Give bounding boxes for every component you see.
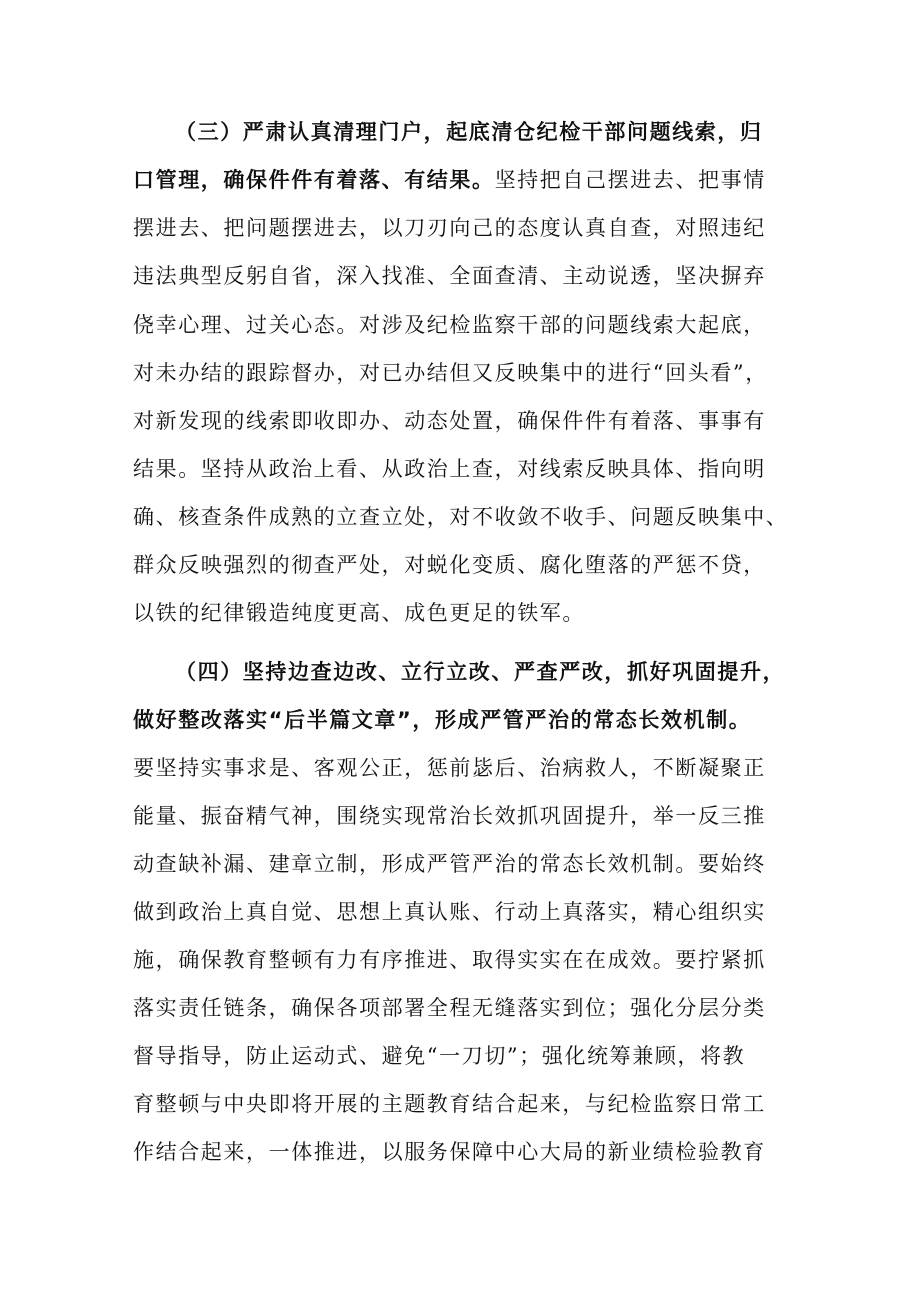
paragraph-line — [133, 1089, 766, 1119]
paragraph-line — [133, 1137, 766, 1167]
body-text: 育整顿与中央即将开展的主题教育结合起来，与纪检监察日常工 — [133, 1092, 766, 1116]
body-text: 摆进去、把问题摆进去，以刀刃向己的态度认真自查，对照违纪 — [133, 216, 766, 240]
body-text: 违法典型反躬自省，深入找准、全面查清、主动说透，坚决摒弃 — [133, 264, 766, 288]
paragraph-line — [133, 993, 766, 1023]
paragraph-line — [133, 849, 766, 879]
body-text: 督导指导，防止运动式、避免“一刀切”；强化统筹兼顾，将教 — [133, 1044, 746, 1068]
body-text: 落实责任链条，确保各项部署全程无缝落实到位；强化分层分类 — [133, 996, 766, 1020]
body-text: 结果。坚持从政治上看、从政治上查，对线索反映具体、指向明 — [133, 457, 766, 481]
paragraph-line — [133, 310, 766, 340]
paragraph-line — [133, 753, 766, 783]
paragraph-line — [133, 406, 766, 436]
body-text: 确、核查条件成熟的立查立处，对不收敛不收手、问题反映集中、 — [133, 505, 789, 529]
paragraph-line — [133, 598, 585, 628]
bold-heading-text: （四）坚持边查边改、立行立改、严查严改，抓好巩固提升， — [175, 660, 786, 684]
body-text: 侥幸心理、过关心态。对涉及纪检监察干部的问题线索大起底， — [133, 313, 766, 337]
body-text: 动查缺补漏、建章立制，形成严管严治的常态长效机制。要始终 — [133, 852, 766, 876]
paragraph-line — [175, 117, 763, 147]
paragraph-line — [175, 657, 785, 687]
bold-heading-text: 口管理，确保件件有着落、有结果。 — [133, 168, 495, 192]
paragraph-line — [133, 550, 766, 580]
bold-heading-text: 做好整改落实“后半篇文章”，形成严管严治的常态长效机制。 — [133, 708, 752, 732]
paragraph-line — [133, 897, 766, 927]
body-text: 坚持把自己摆进去、把事情 — [494, 168, 766, 192]
paragraph-line — [133, 1041, 745, 1071]
body-text: 群众反映强烈的彻查严处，对蜕化变质、腐化堕落的严惩不贷， — [133, 553, 766, 577]
body-text: 对新发现的线索即收即办、动态处置，确保件件有着落、事事有 — [133, 409, 766, 433]
body-text: 要坚持实事求是、客观公正，惩前毖后、治病救人，不断凝聚正 — [133, 756, 766, 780]
paragraph-line — [133, 213, 766, 243]
paragraph-line — [133, 502, 788, 532]
paragraph-line — [133, 358, 768, 388]
body-text: 作结合起来，一体推进，以服务保障中心大局的新业绩检验教育 — [133, 1140, 766, 1164]
paragraph-line — [133, 801, 766, 831]
bold-heading-text: （三）严肃认真清理门户，起底清仓纪检干部问题线索，归 — [175, 120, 763, 144]
body-text: 做到政治上真自觉、思想上真认账、行动上真落实，精心组织实 — [133, 900, 766, 924]
paragraph-line — [133, 454, 766, 484]
paragraph-line — [133, 261, 766, 291]
paragraph-line — [133, 945, 766, 975]
body-text: 以铁的纪律锻造纯度更高、成色更足的铁军。 — [133, 601, 585, 625]
body-text: 能量、振奋精气神，围绕实现常治长效抓巩固提升，举一反三推 — [133, 804, 766, 828]
body-text: 施，确保教育整顿有力有序推进、取得实实在在成效。要拧紧抓 — [133, 948, 766, 972]
body-text: 对未办结的跟踪督办，对已办结但又反映集中的进行“回头看”， — [133, 361, 768, 385]
paragraph-line — [133, 165, 766, 195]
paragraph-line — [133, 705, 751, 735]
